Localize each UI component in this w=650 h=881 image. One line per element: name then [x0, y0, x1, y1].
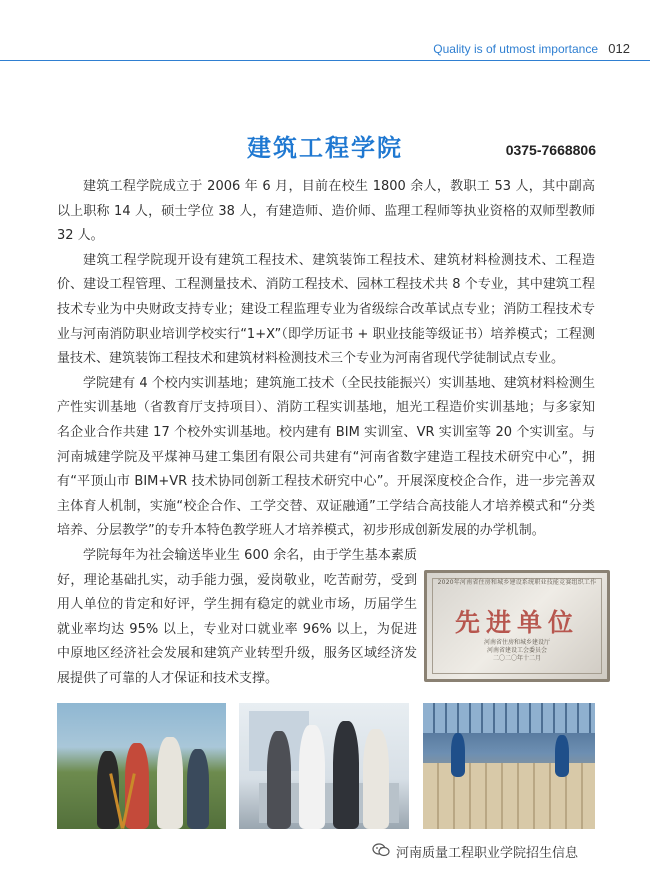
wechat-icon	[372, 843, 390, 857]
header-tagline: Quality is of utmost importance	[433, 42, 598, 56]
footer-watermark	[372, 842, 632, 862]
award-org-2: 河南省建设工会委员会	[486, 647, 547, 654]
footer-text: 河南质量工程职业学院招生信息	[396, 846, 579, 861]
award-header: 2020年河南省住房和城乡建设系统职业技能竞赛组织工作	[437, 579, 597, 586]
paragraph-employment: 学院每年为社会输送毕业生 600 余名，由于学生基本素质好，理论基础扎实，动手能力强，爱岗敬业，吃苦耐劳，受到用人单位的肯定和好评，学生拥有稳定的就业市场，历届学生就业率均达 95% 以上，专业对口就业率 96% 以上，为促进中原地区经济社会发展和建筑产业转型升级，服务区域经济发展提供了可靠的人才保证和技术支撑。	[57, 547, 417, 686]
award-date: 二〇二〇年十二月	[492, 655, 541, 662]
award-org-1: 河南省住房和城乡建设厅	[483, 639, 550, 646]
photo-classroom-model	[239, 703, 409, 829]
award-title: 先进单位	[454, 608, 579, 637]
page-title: 建筑工程学院	[247, 134, 403, 162]
award-plaque	[424, 570, 610, 682]
paragraph-training-bases: 学院建有 4 个校内实训基地；建筑施工技术（全民技能振兴）实训基地、建筑材料检测生产性实训基地（省教育厅支持项目）、消防工程实训基地，旭光工程造价实训基地；与多家知名企业合作共建 17 个校外实训基地。校内建有 BIM 实训室、VR 实训室等 20 个实训室。与河南城建学院及平煤神马建工集团有限公司共建有“河南省数字建造工程技术研究中心”，拥有“平顶山市 BIM+VR 技术协同创新工程技术研究中心”。开展深度校企合作，进一步完善双主体育人机制，实施“校企合作、工学交替、双证融通”工学结合高技能人才培养模式和“分类培养、分层教学”的专升本特色教学班人才培养模式，初步形成创新发展的办学机制。	[57, 375, 595, 539]
page-number: 012	[608, 41, 630, 56]
award-issuer	[427, 639, 607, 663]
paragraph-majors: 建筑工程学院现开设有建筑工程技术、建筑装饰工程技术、建筑材料检测技术、工程造价、建设工程管理、工程测量技术、消防工程技术、园林工程技术共 8 个专业，其中建筑工程技术专业为中央财政支持专业；建设工程监理专业为省级综合改革试点专业；消防工程技术专业与河南消防职业培训学校实行“1+X”（即学历证书 + 职业技能等级证书）培养模式；工程测量技术、建筑装饰工程技术和建筑材料检测技术三个专业为河南省现代学徒制试点专业。	[57, 252, 595, 367]
phone-number: 0375-7668806	[505, 142, 596, 158]
paragraph-intro: 建筑工程学院成立于 2006 年 6 月，目前在校生 1800 余人，教职工 53 人，其中副高以上职称 14 人，硕士学位 38 人，有建造师、造价师、监理工程师等执业资格的双师型教师 32 人。	[57, 179, 595, 244]
photo-surveying-training	[57, 703, 226, 829]
photo-materials-workshop	[423, 703, 595, 829]
page-header	[0, 38, 650, 68]
header-divider	[0, 60, 650, 61]
